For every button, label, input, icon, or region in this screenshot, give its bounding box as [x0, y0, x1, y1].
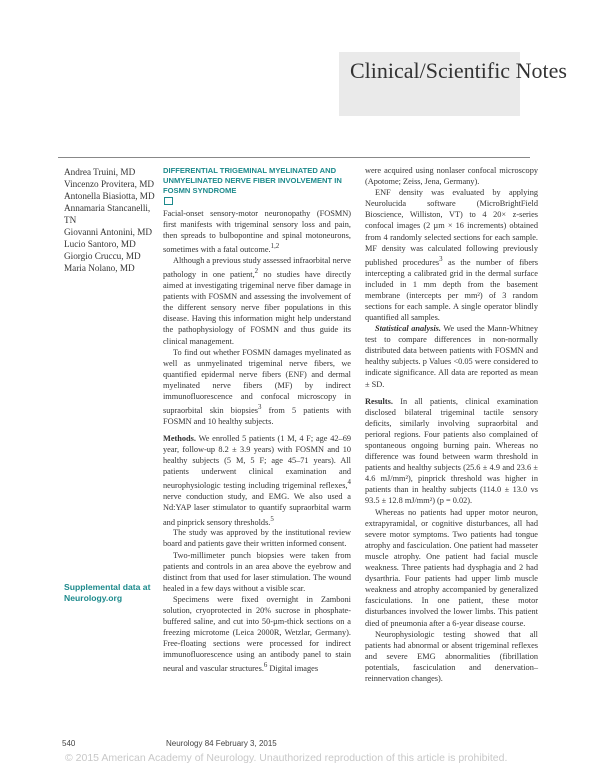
methods-paragraph: Methods. We enrolled 5 patients (1 M, 4 F; age 42–69 year, follow-up 8.2 ± 3.9 years) with FOSMN and 10 healthy subjects (5 M, 5 F; age 45–71 years). All patients underwent clinical examination and neurophysiologic testing including trigeminal reflexes,$^4$ nerve conduction study, and EMG. We also used a Nd:YAP laser stimulator to quantify supraorbital warm and pinprick sensory thresholds.$^5$ [163, 434, 351, 527]
paragraph: The study was approved by the institutional review board and patients gave their written informed consent. [163, 528, 351, 549]
supplemental-data-link[interactable]: Supplemental data at Neurology.org [64, 582, 151, 603]
copyright-notice: © 2015 American Academy of Neurology. Unauthorized reproduction of this article is prohibited. [65, 752, 508, 764]
paragraph: Two-millimeter punch biopsies were taken from patients and controls in an area above the eyebrow and distinct from that used for laser stimulation. The wound healed in a few days without a visible scar. [163, 550, 351, 593]
statistics-heading: Statistical analysis. [375, 324, 441, 334]
results-paragraph: Results. In all patients, clinical examination disclosed bilateral trigeminal tactile sensory deficits, similarly involving supraorbital and perioral regions. Four patients also complained of spontaneous ongoing burning pain. Whereas no difference was found between warm threshold in patients and healthy subjects (25.6 ± 4.9 and 23.6 ± 4.6 mJ/mm²), pinprick threshold was higher in patients than in healthy subjects (114.0 ± 13.0 vs 93.5 ± 12.8 mJ/mm²) (p = 0.02). [365, 396, 538, 506]
author: Vincenzo Provitera, MD [64, 179, 155, 189]
paragraph: Facial-onset sensory-motor neuronopathy (FOSMN) first manifests with trigeminal sensory loss and pain, then spreads to bulbopontine and spinal motoneurons, sometimes with a fatal outcome.$^{1,2}$ [163, 209, 351, 255]
author: Antonella Biasiotta, MD [64, 191, 155, 201]
paragraph: Although a previous study assessed infraorbital nerve pathology in one patient,$^2$ no studies have directly aimed at investigating trigeminal nerve fiber damage in patients with FOSMN and assessing the involvement of the different sensory nerve fiber populations in this disease. Having this information might help understand the pathophysiology of FOSMN and thus guide its clinical management. [163, 256, 351, 346]
paragraph: Whereas no patients had upper motor neuron, extrapyramidal, or cognitive disturbances, all had severe motor symptoms. Two patients had tongue atrophy and fasciculation. One patient had masseter muscle atrophy. One patient had facial muscle weakness. Three patients had dysphagia and 2 had dysarthria. Four patients had upper limb muscle weakness and atrophy accompanied by generalized fasciculations. In one patient, these motor disturbances involved the lower limbs. This patient died of pneumonia after a 6-year disease course. [365, 507, 538, 628]
article-title: DIFFERENTIAL TRIGEMINAL MYELINATED AND UNMYELINATED NERVE FIBER INVOLVEMENT IN FOSMN SYNDROME [163, 166, 342, 195]
author: Maria Nolano, MD [64, 263, 135, 273]
header-rule [58, 157, 530, 158]
paragraph: Neurophysiologic testing showed that all patients had abnormal or absent trigeminal reflexes and severe EMG abnormalities (fibrillation potentials, fasciculation and denervation–reinnervation changes). [365, 629, 538, 683]
author: Giorgio Cruccu, MD [64, 251, 141, 261]
page-footer [62, 739, 277, 748]
paragraph: Specimens were fixed overnight in Zamboni solution, cryoprotected in 20% sucrose in phosphate-buffered saline, and cut into 50-µm-thick sections on a freezing microtome (Leica 2000R, Wetzlar, Germany). Free-floating sections were processed for indirect immunofluorescence using an antibody panel to stain neural and vascular structures.$^6$ Digital images [163, 594, 351, 674]
author: Giovanni Antonini, MD [64, 227, 153, 237]
author-list [64, 166, 156, 274]
statistics-paragraph: Statistical analysis. We used the Mann-Whitney test to compare differences in non-normally distributed data between patients with FOSMN and healthy subjects. p Values <0.05 were considered to indicate significance. All data are reported as mean ± SD. [365, 324, 538, 389]
body-column-1 [163, 208, 351, 674]
journal-citation: Neurology 84 February 3, 2015 [166, 739, 277, 748]
page-number: 540 [62, 739, 76, 748]
results-heading: Results. [365, 396, 393, 406]
body-column-2 [365, 165, 538, 684]
paragraph: To find out whether FOSMN damages myelinated as well as unmyelinated trigeminal nerve fibers, we quantified epidermal nerve fibers (ENF) and dermal myelinated nerve fibers (MF) by indirect immunofluorescence and confocal microscopy in supraorbital skin biopsies$^3$ from 5 patients with FOSMN and 10 healthy subjects. [163, 347, 351, 426]
author: Andrea Truini, MD [64, 167, 136, 177]
author: Lucio Santoro, MD [64, 239, 136, 249]
paragraph: ENF density was evaluated by applying Neurolucida software (MicroBrightField Bioscience, Williston, VT) to 4 20× z-series confocal images (2 µm × 16 increments) obtained from 4 randomly selected sections for each sample. MF density was calculated following previously published procedures$^3$ as the number of fibers intercepting a calibrated grid in the dermal surface included in 1 mm depth from the basement membrane (intercepts per mm²) of 3 random sections for each sample. A single operator blindly quantified all samples. [365, 188, 538, 322]
supplemental-data-icon[interactable] [164, 197, 173, 205]
author: Annamaria Stancanelli, TN [64, 203, 151, 225]
paragraph: were acquired using nonlaser confocal microscopy (Apotome; Zeiss, Jena, Germany). [365, 166, 538, 187]
section-title: Clinical/Scientific Notes [350, 58, 567, 83]
methods-heading: Methods. [163, 434, 196, 444]
